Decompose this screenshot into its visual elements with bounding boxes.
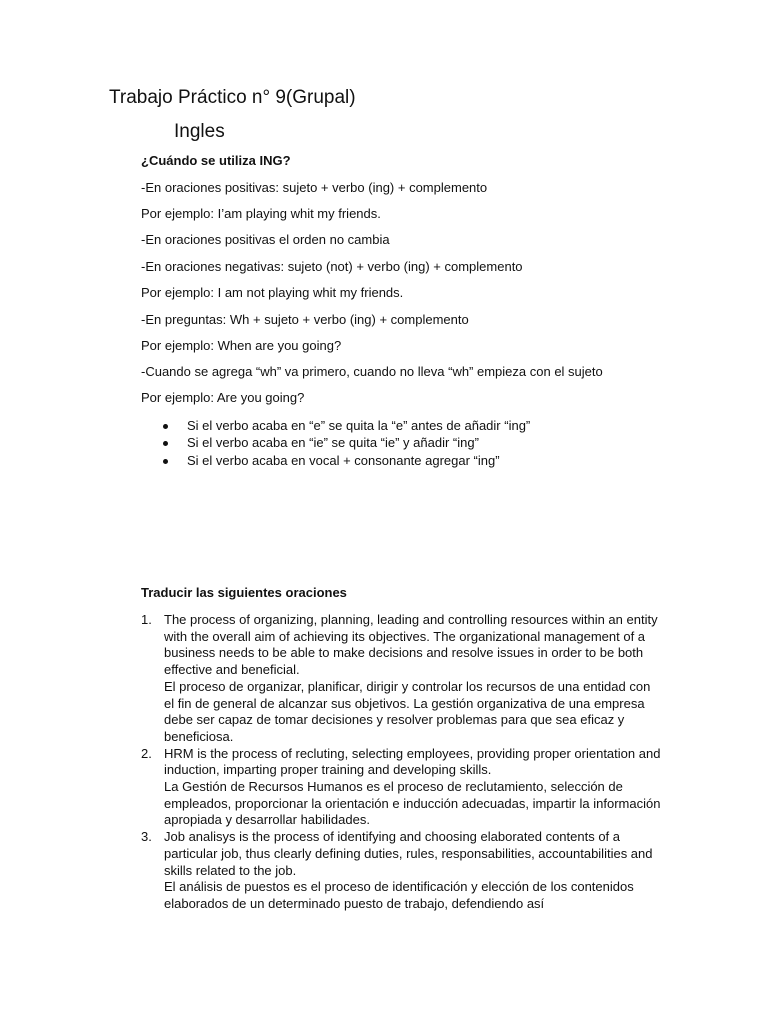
section1-line: Por ejemplo: I’am playing whit my friends. [141,206,381,221]
section1-line: -En oraciones negativas: sujeto (not) + verbo (ing) + complemento [141,259,523,274]
section1-line: Por ejemplo: Are you going? [141,390,305,405]
translation-list [141,612,661,913]
list-item-number: 2. [141,745,152,761]
bullet-dot-icon [163,441,168,446]
section1-line: -En oraciones positivas el orden no cambia [141,232,390,247]
bullet-dot-icon [163,424,168,429]
section1-line: -En preguntas: Wh + sujeto + verbo (ing) + complemento [141,312,469,327]
bullet-text: Si el verbo acaba en vocal + consonante agregar “ing” [187,453,500,468]
bullet-text: Si el verbo acaba en “e” se quita la “e” antes de añadir “ing” [187,418,531,433]
list-item-english: Job analisys is the process of identifying and choosing elaborated contents of a particular job, thus clearly defining duties, rules, responsabilities, accountabilities and skills related to the job. [164,829,653,878]
section1-heading: ¿Cuándo se utiliza ING? [141,153,291,168]
section1-line: -En oraciones positivas: sujeto + verbo (ing) + complemento [141,180,488,195]
section1-line: Por ejemplo: I am not playing whit my friends. [141,285,404,300]
list-item-number: 3. [141,829,152,845]
list-item-spanish: El análisis de puestos es el proceso de identificación y elección de los contenidos elaborados de un determinado puesto de trabajo, defendiendo así [164,879,634,911]
document-title: Trabajo Práctico n° 9(Grupal) [109,87,356,108]
section2-heading: Traducir las siguientes oraciones [141,585,347,600]
list-item [141,829,661,913]
section1-line: -Cuando se agrega “wh” va primero, cuando no lleva “wh” empieza con el sujeto [141,364,603,379]
list-item [141,612,661,746]
list-item-spanish: El proceso de organizar, planificar, dirigir y controlar los recursos de una entidad con el fin de general de alcanzar sus objetivos. La gestión organizativa de una empresa debe ser capaz de tomar decisiones y resolver problemas para que sea eficaz y beneficiosa. [164,678,651,744]
section1-line: Por ejemplo: When are you going? [141,338,342,353]
list-item-number: 1. [141,612,152,627]
list-item-english: The process of organizing, planning, leading and controlling resources within an entity with the overall aim of achieving its objectives. The organizational management of a business needs to be able to make decisions and resolve issues in order to be both effective and beneficial. [164,612,658,678]
list-item-spanish: La Gestión de Recursos Humanos es el proceso de reclutamiento, selección de empleados, proporcionar la orientación e inducción adecuadas, impartir la información apropiada y desarrollar habilidades. [164,779,661,828]
list-item-english: HRM is the process of recluting, selecting employees, providing proper orientation and induction, imparting proper training and developing skills. [164,745,661,778]
list-item [141,746,661,830]
bullet-dot-icon [163,459,168,464]
document-subtitle: Ingles [174,121,225,142]
bullet-text: Si el verbo acaba en “ie” se quita “ie” y añadir “ing” [187,435,479,450]
